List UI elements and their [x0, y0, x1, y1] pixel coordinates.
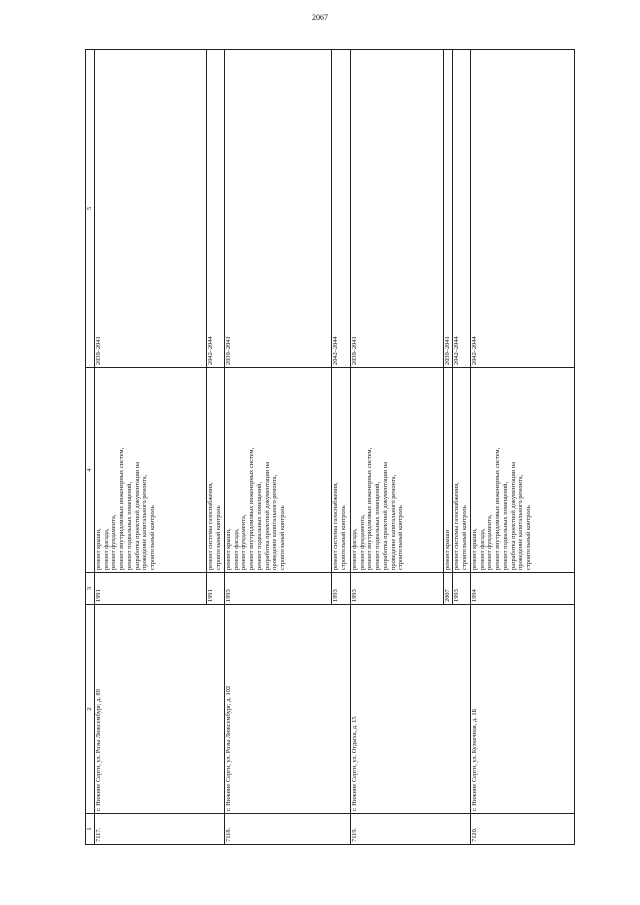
- row-year: 1991: [207, 573, 225, 605]
- header-col-3: 3: [86, 573, 95, 605]
- row-number: 7117.: [95, 814, 225, 845]
- repair-schedule-table: [85, 49, 575, 845]
- row-works: ремонт системы газоснабжения, строительный контроль: [332, 368, 351, 573]
- table-row: [95, 50, 207, 845]
- header-col-4: 4: [86, 368, 95, 573]
- row-year: 1991: [95, 573, 207, 605]
- row-period: 2042–2044: [471, 50, 575, 368]
- row-address: г. Нижние Серги, ул. Розы Люксембург, д. 89: [95, 605, 225, 814]
- table-row: [351, 50, 444, 845]
- row-year: 1994: [471, 573, 575, 605]
- row-period: 2042–2044: [207, 50, 225, 368]
- header-col-1: 1: [86, 814, 95, 845]
- table-row: [471, 50, 575, 845]
- row-works: ремонт крыши, ремонт фасада, ремонт фундамента, ремонт внутридомовых инженерных систем, ремонт подвальных помещений, разработка проектной документации на проведение капитального ремонта, строительный контроль: [225, 368, 332, 573]
- page-number: 2067: [312, 13, 328, 22]
- row-number: 7118.: [225, 814, 351, 845]
- row-year: 1993: [453, 573, 471, 605]
- row-period: 2039–2041: [444, 50, 453, 368]
- row-works: ремонт крыши: [444, 368, 453, 573]
- row-year: 1993: [351, 573, 444, 605]
- row-period: 2039–2041: [225, 50, 332, 368]
- row-year: 1993: [225, 573, 332, 605]
- row-number: 7120.: [471, 814, 575, 845]
- header-col-5: 5: [86, 50, 95, 368]
- row-works: ремонт крыши, ремонт фасада, ремонт фундамента, ремонт внутридомовых инженерных систем, ремонт подвальных помещений, разработка проектной документации на проведение капитального ремонта, строительный контроль: [471, 368, 575, 573]
- row-period: 2039–2041: [351, 50, 444, 368]
- table-header-row: [86, 50, 95, 845]
- row-address: г. Нижние Серги, ул. Розы Люксембург, д. 102: [225, 605, 351, 814]
- row-works: ремонт крыши, ремонт фасада, ремонт фундамента, ремонт внутридомовых инженерных систем, ремонт подвальных помещений, разработка проектной документации на проведение капитального ремонта, строительный контроль: [95, 368, 207, 573]
- row-year: 2007: [444, 573, 453, 605]
- header-col-2: 2: [86, 605, 95, 814]
- row-period: 2039–2041: [95, 50, 207, 368]
- row-works: ремонт системы газоснабжения, строительный контроль: [453, 368, 471, 573]
- row-address: г. Нижние Серги, ул. Отдыха, д. 15: [351, 605, 471, 814]
- row-period: 2042–2044: [332, 50, 351, 368]
- row-works: ремонт системы газоснабжения, строительный контроль: [207, 368, 225, 573]
- row-address: г. Нижние Серги, ул. Кузнечная, д. 1Б: [471, 605, 575, 814]
- row-year: 1993: [332, 573, 351, 605]
- row-works: ремонт фасада, ремонт фундамента, ремонт внутридомовых инженерных систем, ремонт подвальных помещений, разработка проектной документации на проведение капитального ремонта, строительный контроль: [351, 368, 444, 573]
- rotated-table-region: [85, 75, 577, 845]
- row-period: 2042–2044: [453, 50, 471, 368]
- table-row: [225, 50, 332, 845]
- row-number: 7119.: [351, 814, 471, 845]
